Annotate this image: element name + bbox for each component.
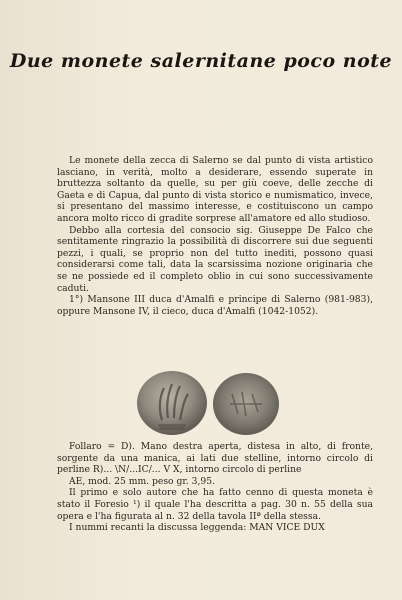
paragraph: Le monete della zecca di Salerno se dal punto di vista artistico lasciano, in verità, molto a desiderare, essendo superate in bruttezza soltanto da quelle, su per giù coeve, delle zecche di Gaeta e di Capua, dal punto di vista storico e numismatico, invece, si presentano del massimo interesse, e costituiscono un campo ancora molto ricco di gradite sorprese all'amatore ed allo studioso. [57, 155, 373, 224]
page-title: Due monete salernitane poco note [9, 50, 393, 72]
paragraph: Il primo e solo autore che ha fatto cenno di questa moneta è stato il Foresio ¹) il quale l'ha descritta a pag. 30 n. 55 della sua opera e l'ha figurata al n. 32 della tavola IIª della stessa. [57, 487, 373, 522]
coin-images-svg [128, 368, 288, 438]
paragraph: Follaro = D). Mano destra aperta, distesa in alto, di fronte, sorgente da una manica, ai lati due stelline, intorno circolo di perline R)... \N/...IC/... V X, intorno circolo di perline [57, 441, 373, 476]
text-block-top [57, 155, 373, 317]
coin-photos [128, 368, 288, 438]
paragraph: I nummi recanti la discussa leggenda: MAN VICE DUX [69, 522, 325, 534]
paragraph: Debbo alla cortesia del consocio sig. Giuseppe De Falco che sentitamente ringrazio la possibilità di discorrere sui due seguenti pezzi, i quali, se proprio non del tutto inediti, possono quasi considerarsi come tali, data la scarsissima nozione originaria che se ne possiede ed il completo oblio in cui sono successivamente caduti. [57, 224, 373, 294]
paragraph: AE, mod. 25 mm. peso gr. 3,95. [69, 475, 215, 487]
paragraph: 1°) Mansone III duca d'Amalfi e principe di Salerno (981-983), oppure Mansone IV, il cieco, duca d'Amalfi (1042-1052). [57, 294, 373, 317]
text-block-bottom [57, 441, 373, 534]
